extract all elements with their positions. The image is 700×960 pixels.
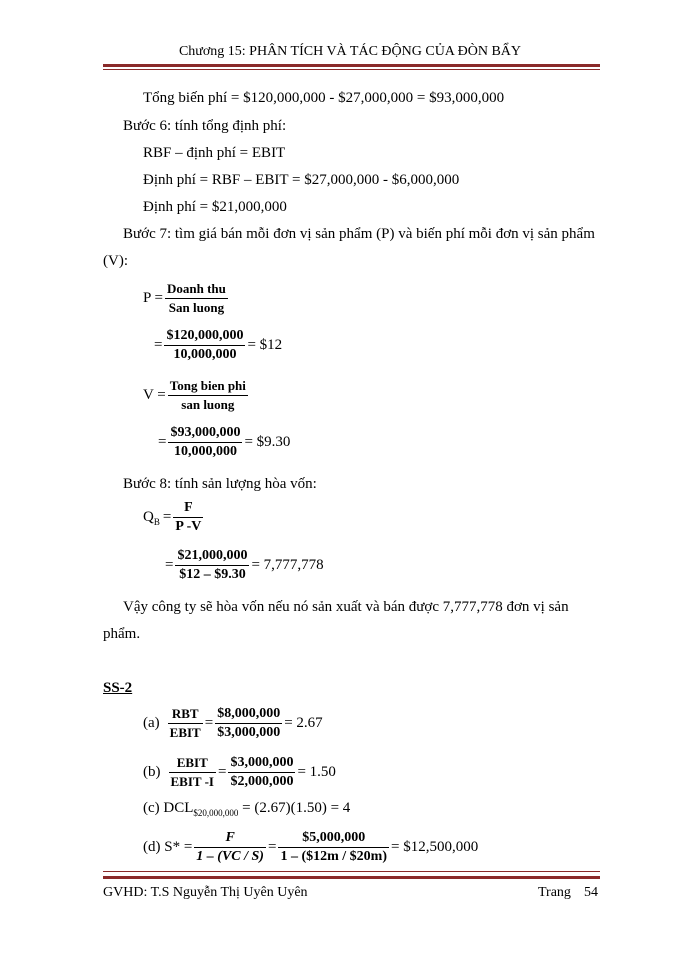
eq-rhs: = 1.50 (297, 764, 336, 780)
numerator: RBT (168, 706, 203, 724)
fraction (278, 830, 389, 865)
numerator: F (194, 830, 266, 848)
numerator: $8,000,000 (215, 706, 282, 724)
fraction (194, 830, 266, 865)
denominator: 10,000,000 (173, 347, 237, 362)
numerator: $3,000,000 (228, 755, 295, 773)
equation-d (143, 830, 478, 865)
fraction (228, 755, 295, 790)
numerator: $21,000,000 (175, 548, 249, 566)
fraction (168, 706, 203, 741)
denominator: 1 – ($12m / $20m) (280, 849, 387, 864)
eq-lhs: P = (143, 290, 163, 306)
denominator: $3,000,000 (217, 725, 281, 740)
eq-lhs: = (165, 557, 174, 573)
section-heading: SS-2 (103, 680, 133, 696)
numerator: EBIT (169, 755, 216, 773)
page-header-title: Chương 15: PHÂN TÍCH VÀ TÁC ĐỘNG CỦA ĐÒN BẨY (178, 44, 522, 59)
eq-lhs: V = (143, 387, 166, 403)
eq-rhs: = 2.67 (284, 715, 323, 731)
denominator: san luong (181, 397, 235, 412)
fraction (165, 281, 228, 316)
denominator: San luong (168, 300, 225, 315)
numerator: $93,000,000 (168, 425, 242, 443)
text-line: RBF – định phí = EBIT (143, 145, 286, 161)
footer-rule-thick (103, 876, 600, 879)
equation-qb-value (165, 548, 324, 583)
equation-qb (143, 500, 205, 535)
item-label: (a) (143, 715, 160, 731)
eq-rhs: = $12,500,000 (391, 839, 479, 855)
fraction (168, 425, 242, 460)
header-rule-thin (103, 69, 600, 70)
fraction (164, 328, 245, 363)
eq-sign: = (204, 715, 214, 731)
equation-v-value (158, 425, 290, 460)
numerator: F (173, 500, 203, 518)
eq-lhs: = (154, 337, 163, 353)
text-line: Vậy công ty sẽ hòa vốn nếu nó sản xuất và bán được 7,777,778 đơn vị sản (123, 599, 569, 615)
footer-page-label: Trang (538, 885, 571, 900)
eq-rhs: = $9.30 (244, 434, 291, 450)
fraction (215, 706, 282, 741)
footer-instructor: GVHD: T.S Nguyễn Thị Uyên Uyên (103, 885, 308, 900)
header-rule-thick (103, 64, 600, 67)
denominator: $2,000,000 (230, 774, 294, 789)
eq-subscript: $20,000,000 (193, 808, 239, 818)
eq-lhs: (c) DCL (143, 800, 194, 816)
eq-sign: = (162, 509, 172, 525)
numerator: $5,000,000 (278, 830, 389, 848)
denominator: EBIT -I (170, 774, 214, 789)
eq-rhs: = 7,777,778 (251, 557, 324, 573)
fraction (169, 755, 216, 790)
denominator: $12 – $9.30 (179, 567, 246, 582)
fraction (175, 548, 249, 583)
text-line: (V): (103, 253, 128, 269)
footer-rule-thin (103, 871, 600, 872)
item-label: (b) (143, 764, 161, 780)
eq-sign: = (217, 764, 227, 780)
text-line: phẩm. (103, 626, 141, 642)
text-line: Bước 7: tìm giá bán mỗi đơn vị sản phẩm (P) và biến phí mỗi đơn vị sản phẩm (123, 226, 595, 242)
text-line: Định phí = RBF – EBIT = $27,000,000 - $6,000,000 (143, 172, 460, 188)
equation-p-value (154, 328, 282, 363)
fraction (168, 378, 248, 413)
equation-p (143, 281, 230, 316)
equation-v (143, 378, 250, 413)
text-line: Tổng biến phí = $120,000,000 - $27,000,000 = $93,000,000 (143, 90, 505, 106)
footer-page-number: 54 (584, 885, 598, 900)
numerator: $120,000,000 (164, 328, 245, 346)
equation-a (143, 706, 323, 741)
denominator: 10,000,000 (173, 444, 237, 459)
fraction (173, 500, 203, 535)
denominator: 1 – (VC / S) (196, 849, 264, 864)
eq-rhs: = $12 (247, 337, 283, 353)
eq-rhs: = (2.67)(1.50) = 4 (242, 800, 351, 816)
eq-lhs: $Q_B$ (143, 508, 160, 527)
eq-lhs: = (158, 434, 167, 450)
eq-lhs: (d) S* = (143, 839, 193, 855)
denominator: P -V (175, 519, 202, 534)
denominator: EBIT (169, 725, 201, 740)
text-line: Định phí = $21,000,000 (143, 199, 287, 215)
equation-b (143, 755, 336, 790)
text-line: Bước 6: tính tổng định phí: (123, 118, 287, 134)
numerator: Tong bien phi (168, 378, 248, 396)
text-line: Bước 8: tính sản lượng hòa vốn: (123, 476, 317, 492)
equation-c (143, 800, 350, 818)
eq-sign: = (267, 839, 277, 855)
numerator: Doanh thu (165, 281, 228, 299)
